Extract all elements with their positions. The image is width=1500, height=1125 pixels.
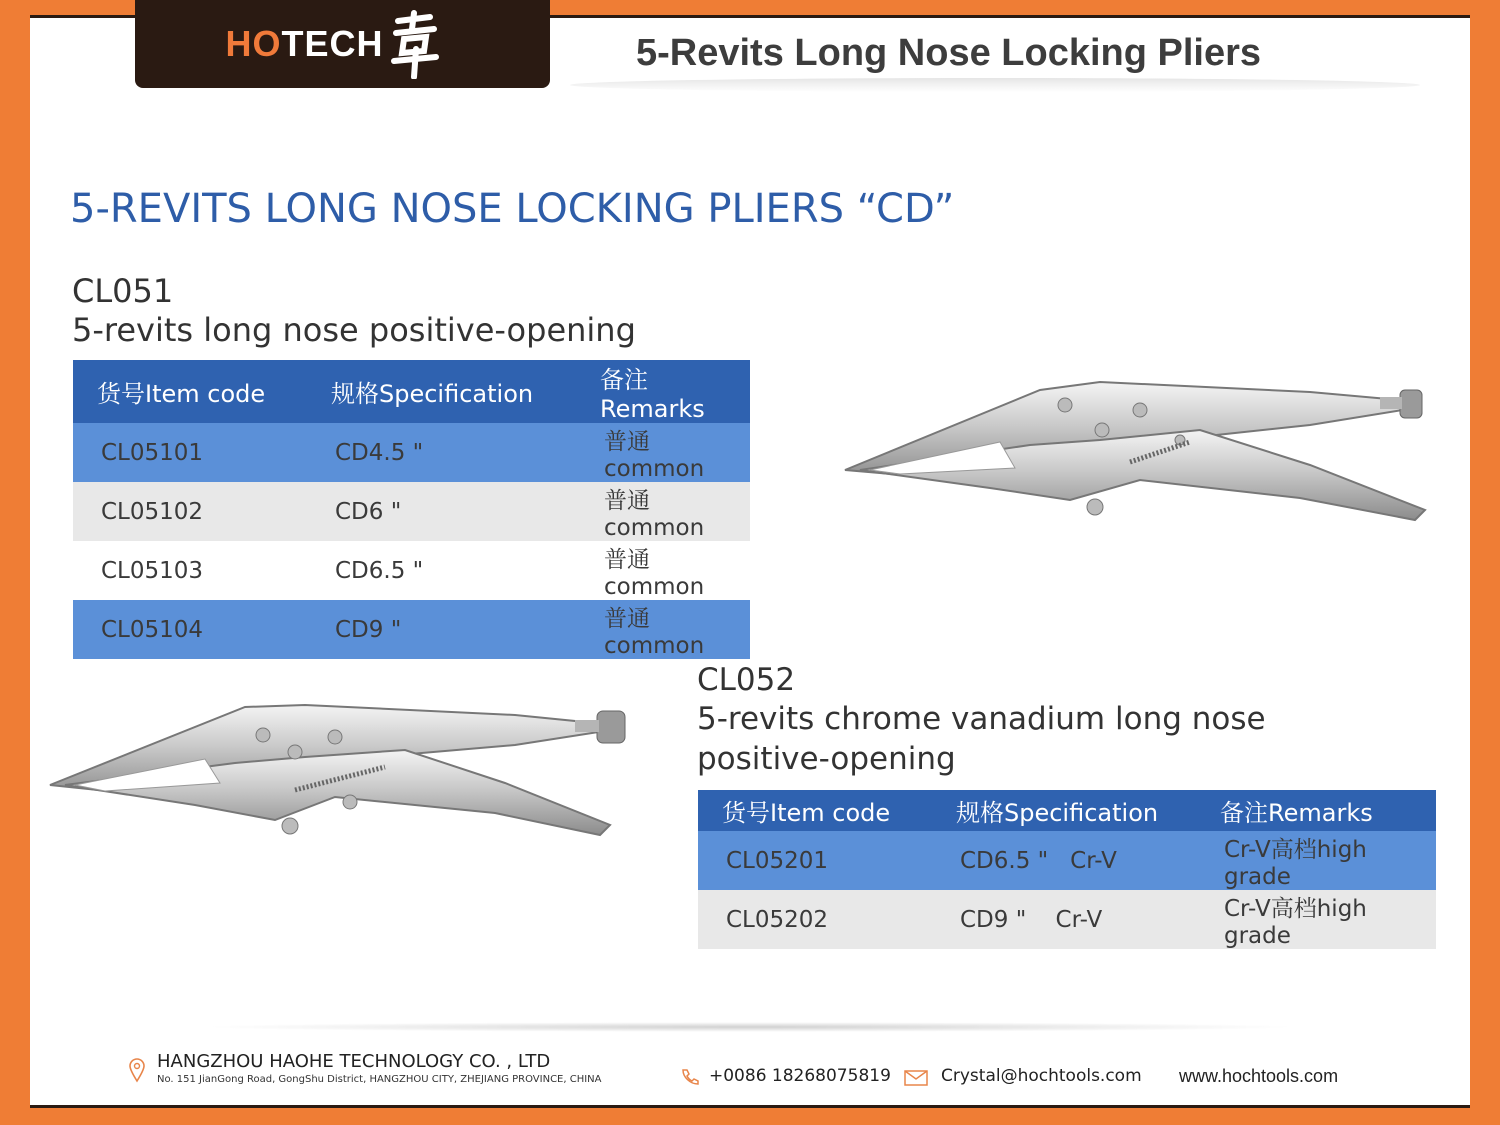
column-header: 货号Item code: [73, 360, 307, 423]
spec-cell: CD9 ": [307, 600, 576, 659]
table-row: [698, 890, 1436, 949]
location-pin-icon: [128, 1057, 146, 1083]
product2-spec-table: [698, 790, 1436, 949]
column-header: 规格Specification: [932, 790, 1196, 831]
footer-divider: [200, 1022, 1300, 1032]
spec-cell: CD6.5 ": [307, 541, 576, 600]
spec-cell: CD4.5 ": [307, 423, 576, 482]
item-code-cell: CL05101: [73, 423, 307, 482]
section-heading: 5-REVITS LONG NOSE LOCKING PLIERS “CD”: [70, 186, 955, 232]
product2-code: CL052: [697, 662, 796, 698]
remarks-cell: Cr-V高档high grade: [1196, 831, 1436, 890]
table-row: [73, 423, 750, 482]
table-header-row: [698, 790, 1436, 831]
table-row: [73, 600, 750, 659]
product1-description: 5-revits long nose positive-opening: [72, 311, 636, 349]
table-row: [698, 831, 1436, 890]
spec-cell: CD6 ": [307, 482, 576, 541]
title-shadow: [570, 78, 1420, 92]
product1-code: CL051: [72, 272, 174, 310]
item-code-cell: CL05202: [698, 890, 932, 949]
table-row: [73, 541, 750, 600]
product2-description-line2: positive-opening: [697, 741, 956, 777]
logo-text: HOTECH: [225, 23, 384, 64]
spec-cell: CD6.5 " Cr-V: [932, 831, 1196, 890]
product1-spec-table: [73, 360, 750, 659]
bottom-border: [30, 1105, 1470, 1108]
table-header-row: [73, 360, 750, 423]
pliers-image-cl051: [840, 370, 1445, 540]
item-code-cell: CL05104: [73, 600, 307, 659]
column-header: 规格Specification: [307, 360, 576, 423]
pliers-image-cl052: [45, 695, 635, 855]
remarks-cell: 普通common: [576, 423, 750, 482]
logo-calligraphy-mark: [390, 9, 440, 79]
footer-address: No. 151 JianGong Road, GongShu District, HANGZHOU CITY, ZHEJIANG PROVINCE, CHINA: [157, 1074, 602, 1085]
footer-company-name: HANGZHOU HAOHE TECHNOLOGY CO. , LTD: [157, 1051, 551, 1072]
product2-description-line1: 5-revits chrome vanadium long nose: [697, 701, 1266, 737]
spec-cell: CD9 " Cr-V: [932, 890, 1196, 949]
column-header: 货号Item code: [698, 790, 932, 831]
remarks-cell: 普通common: [576, 482, 750, 541]
table-row: [73, 482, 750, 541]
phone-icon: [680, 1068, 700, 1086]
item-code-cell: CL05103: [73, 541, 307, 600]
footer-phone: +0086 18268075819: [709, 1066, 891, 1086]
remarks-cell: Cr-V高档high grade: [1196, 890, 1436, 949]
brand-logo: [135, 0, 550, 88]
column-header: 备注Remarks: [1196, 790, 1436, 831]
item-code-cell: CL05201: [698, 831, 932, 890]
page-title: 5-Revits Long Nose Locking Pliers: [636, 32, 1262, 74]
footer-email: Crystal@hochtools.com: [941, 1066, 1142, 1086]
remarks-cell: 普通common: [576, 600, 750, 659]
footer-website: www.hochtools.com: [1179, 1066, 1339, 1086]
remarks-cell: 普通common: [576, 541, 750, 600]
column-header: 备注Remarks: [576, 360, 750, 423]
item-code-cell: CL05102: [73, 482, 307, 541]
envelope-icon: [904, 1070, 928, 1086]
